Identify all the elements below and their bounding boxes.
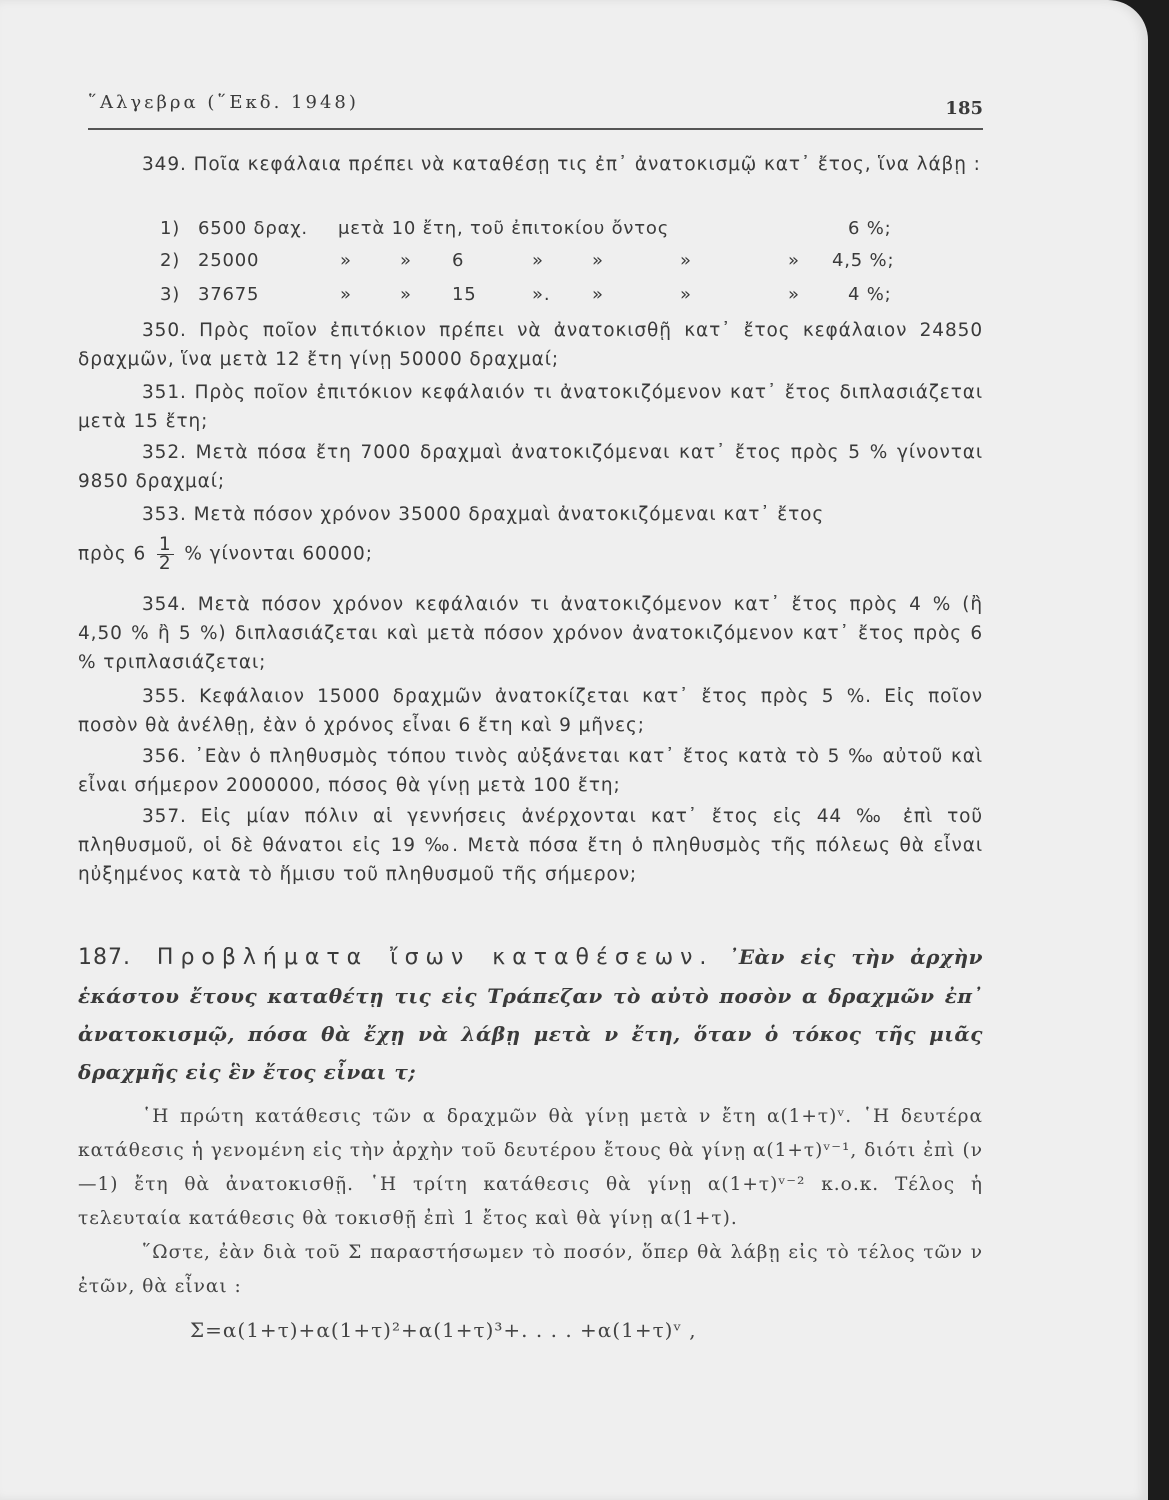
running-header — [88, 92, 983, 130]
problem-353-line-2: πρὸς 6 $\frac{1}{2}$ % γίνονται 60000; — [78, 534, 373, 574]
problem-357: 357. Εἰς μίαν πόλιν αἱ γεννήσεις ἀνέρχονται κατ᾽ ἔτος εἰς 44 ‰ ἐπὶ τοῦ πληθυσμοῦ, οἱ δὲ θάνατοι εἰς 19 ‰. Μετὰ πόσα ἔτη ὁ πληθυσμὸς τῆς πόλεως θὰ εἶναι ηὐξημένος κατὰ τὸ ἥμισυ τοῦ πληθυσμοῦ τῆς σήμερον; — [78, 806, 983, 885]
problem-350: 350. Πρὸς ποῖον ἐπιτόκιον πρέπει νὰ ἀνατοκισθῇ κατ᾽ ἔτος κεφάλαιον 24850 δραχμῶν, ἵνα μετὰ 12 ἔτη γίνῃ 50000 δραχμαί; — [78, 320, 983, 370]
problem-355: 355. Κεφάλαιον 15000 δραχμῶν ἀνατοκίζεται κατ᾽ ἔτος πρὸς 5 %. Εἰς ποῖον ποσὸν θὰ ἀνέλθῃ, ἐὰν ὁ χρόνος εἶναι 6 ἔτη καὶ 9 μῆνες; — [78, 686, 983, 736]
problem-356: 356. ᾽Εὰν ὁ πληθυσμὸς τόπου τινὸς αὐξάνεται κατ᾽ ἔτος κατὰ τὸ 5 ‰ αὐτοῦ καὶ εἶναι σήμερον 2000000, πόσος θὰ γίνῃ μετὰ 100 ἔτη; — [78, 746, 983, 796]
problem-349: 349. Ποῖα κεφάλαια πρέπει νὰ καταθέσῃ τις ἐπ᾽ ἀνατοκισμῷ κατ᾽ ἔτος, ἵνα λάβῃ : — [142, 154, 981, 175]
problem-349-item-1: 1) 6500 δραχ. μετὰ 10 ἔτη, τοῦ ἐπιτοκίου ὄντος 6 %; — [160, 218, 892, 239]
section-question: ᾽Εὰν εἰς τὴν ἀρχὴν ἑκάστου ἔτους καταθέτῃ τις εἰς Τράπεζαν τὸ αὐτὸ ποσὸν α δραχμῶν ἐπ᾽ ἀνατοκισμῷ, πόσα θὰ ἔχῃ νὰ λάβῃ μετὰ ν ἔτη, ὅταν ὁ τόκος τῆς μιᾶς δραχμῆς εἰς ἓν ἔτος εἶναι τ; — [78, 945, 983, 1084]
section-187-paragraph-2: ῞Ωστε, ἐὰν διὰ τοῦ Σ παραστήσωμεν τὸ ποσόν, ὅπερ θὰ λάβῃ εἰς τὸ τέλος τῶν ν ἐτῶν, θὰ εἶναι : — [78, 1242, 983, 1297]
page-number: 185 — [945, 98, 983, 119]
fraction-one-half: $\frac{1}{2}$ — [158, 534, 172, 574]
section-187-heading: 187. Προβλήματα ἴσων καταθέσεων. ᾽Εὰν εἰς τὴν ἀρχὴν ἑκάστου ἔτους καταθέτῃ τις εἰς Τράπεζαν τὸ αὐτὸ ποσὸν α δραχμῶν ἐπ᾽ ἀνατοκισμῷ, πόσα θὰ ἔχῃ νὰ λάβῃ μετὰ ν ἔτη, ὅταν ὁ τόκος τῆς μιᾶς δραχμῆς εἰς ἓν ἔτος εἶναι τ; — [78, 945, 983, 1084]
problem-349-item-3: 3) 37675 » » 15 ». » » » 4 %; — [160, 284, 892, 305]
section-title: Προβλήματα ἴσων καταθέσεων. — [156, 945, 714, 970]
problem-353: 353. Μετὰ πόσον χρόνον 35000 δραχμαὶ ἀνατοκιζόμεναι κατ᾽ ἔτος — [142, 504, 825, 525]
sum-formula: Σ=α(1+τ)+α(1+τ)²+α(1+τ)³+. . . . +α(1+τ)ᵛ , — [190, 1318, 697, 1342]
section-187-paragraph-1: ῾Η πρώτη κατάθεσις τῶν α δραχμῶν θὰ γίνῃ μετὰ ν ἔτη α(1+τ)ᵛ. ῾Η δευτέρα κατάθεσις ἡ γενομένη εἰς τὴν ἀρχὴν τοῦ δευτέρου ἔτους θὰ γίνῃ α(1+τ)ᵛ⁻¹, διότι ἐπὶ (ν—1) ἔτη θὰ ἀνατοκισθῇ. ῾Η τρίτη κατάθεσις θὰ γίνῃ α(1+τ)ᵛ⁻² κ.ο.κ. Τέλος ἡ τελευταία κατάθεσις θὰ τοκισθῇ ἐπὶ 1 ἔτος καὶ θὰ γίνῃ α(1+τ). — [78, 1106, 983, 1229]
problem-351: 351. Πρὸς ποῖον ἐπιτόκιον κεφάλαιόν τι ἀνατοκιζόμενον κατ᾽ ἔτος διπλασιάζεται μετὰ 15 ἔτη; — [78, 382, 983, 432]
problem-352: 352. Μετὰ πόσα ἔτη 7000 δραχμαὶ ἀνατοκιζόμεναι κατ᾽ ἔτος πρὸς 5 % γίνονται 9850 δραχμαί; — [78, 442, 983, 492]
header-title: ῞Αλγεβρα (῞Εκδ. 1948) — [88, 92, 359, 113]
problem-354: 354. Μετὰ πόσον χρόνον κεφάλαιόν τι ἀνατοκιζόμενον κατ᾽ ἔτος πρὸς 4 % (ἢ 4,50 % ἢ 5 %) διπλασιάζεται καὶ μετὰ πόσον χρόνον ἀνατοκιζόμενον κατ᾽ ἔτος πρὸς 6 % τριπλασιάζεται; — [78, 594, 983, 673]
problem-349-item-2: 2) 25000 » » 6 » » » » 4,5 %; — [160, 250, 895, 271]
